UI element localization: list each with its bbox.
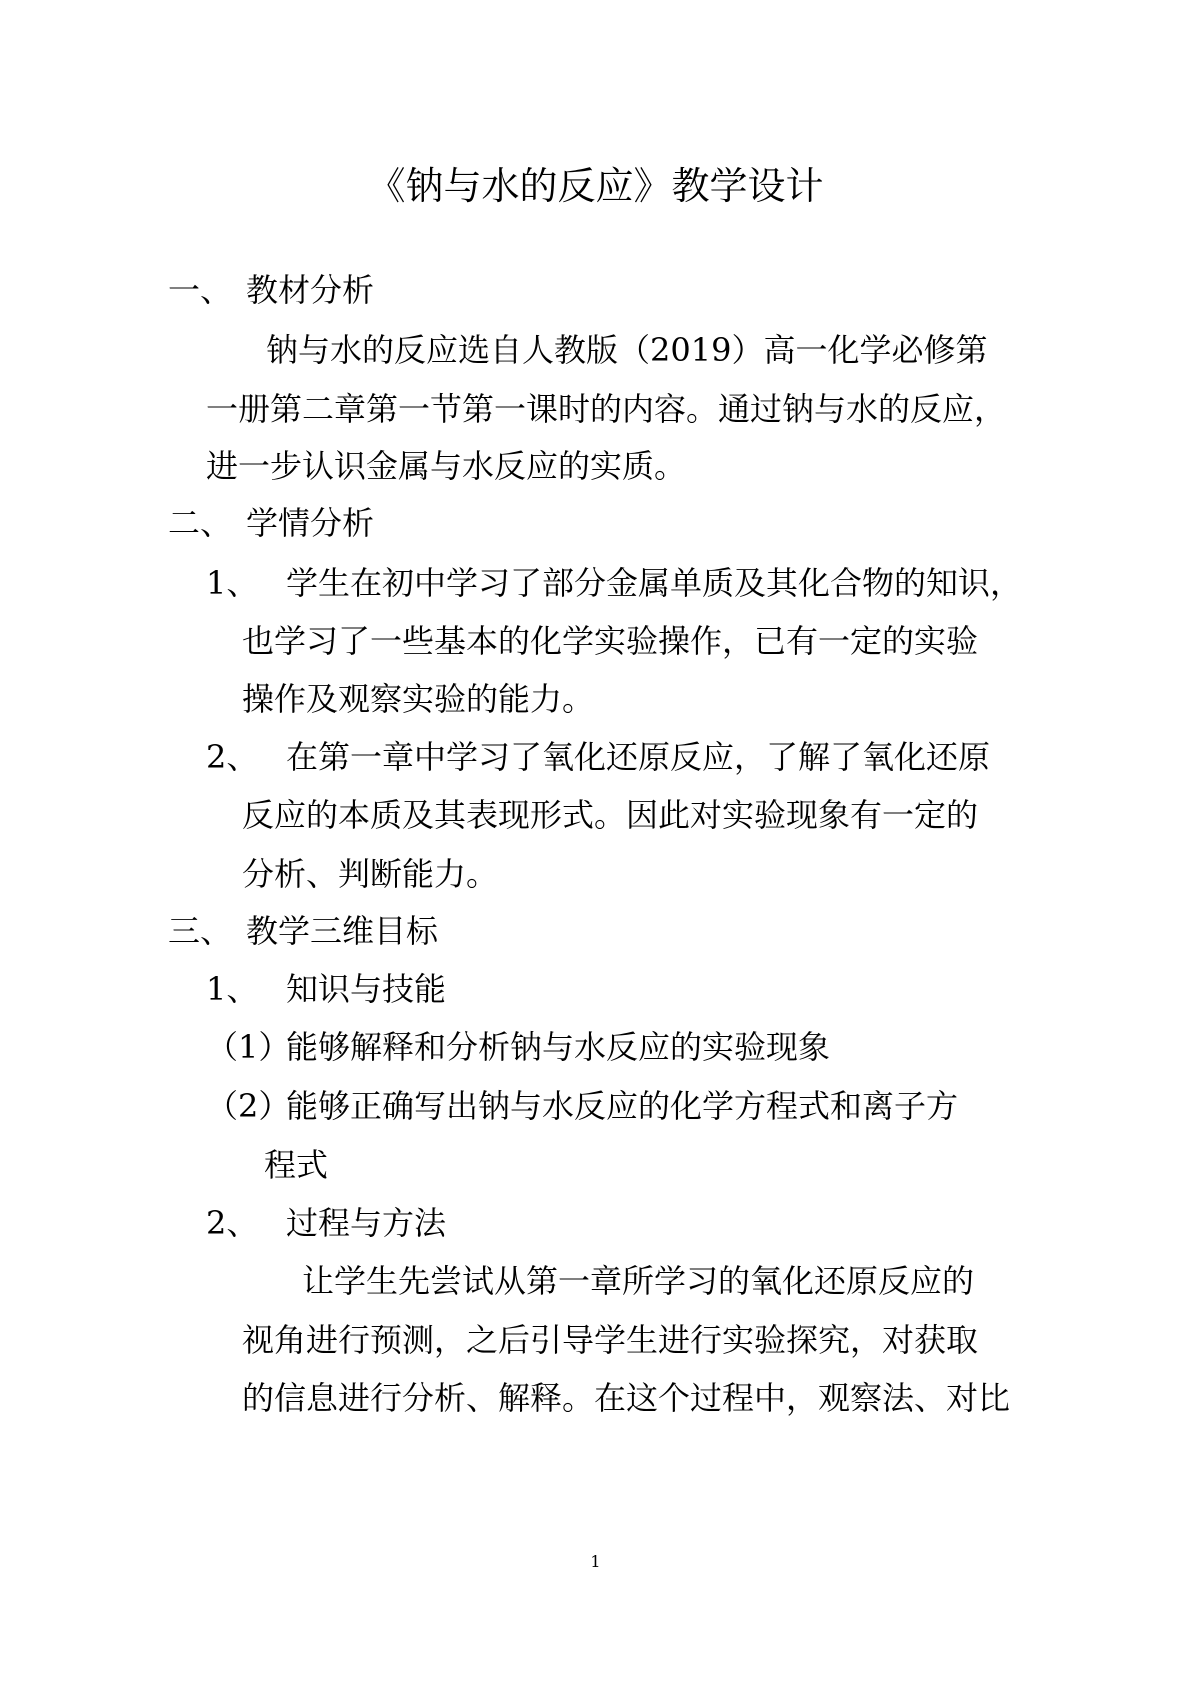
paragraph-line: 让学生先尝试从第一章所学习的氧化还原反应的	[302, 1262, 975, 1300]
list-item-line: 也学习了一些基本的化学实验操作，已有一定的实验	[242, 622, 979, 660]
list-item-line: 操作及观察实验的能力。	[242, 680, 595, 718]
subsection-heading: 过程与方法	[286, 1204, 447, 1242]
document-title: 《钠与水的反应》教学设计	[367, 164, 824, 208]
list-item-marker: （1）	[206, 1028, 291, 1066]
list-item-line: 分析、判断能力。	[242, 855, 499, 893]
list-item-line: 能够解释和分析钠与水反应的实验现象	[286, 1028, 831, 1066]
subsection-marker: 1、	[206, 970, 259, 1008]
section-marker: 一、	[168, 271, 233, 309]
subsection-heading: 知识与技能	[286, 970, 447, 1008]
paragraph-line: 一册第二章第一节第一课时的内容。通过钠与水的反应，	[206, 390, 1007, 428]
list-item-line: 程式	[264, 1146, 329, 1184]
section-marker: 二、	[168, 504, 233, 542]
list-item-line: 反应的本质及其表现形式。因此对实验现象有一定的	[242, 796, 979, 834]
paragraph-line: 视角进行预测，之后引导学生进行实验探究，对获取	[242, 1321, 979, 1359]
paragraph-line: 钠与水的反应选自人教版（2019）高一化学必修第	[266, 331, 988, 369]
list-item-marker: 2、	[206, 738, 259, 776]
section-heading: 学情分析	[246, 504, 375, 542]
section-marker: 三、	[168, 912, 233, 950]
section-heading: 教材分析	[246, 271, 375, 309]
section-heading: 教学三维目标	[246, 912, 439, 950]
page-number: 1	[590, 1552, 601, 1571]
subsection-marker: 2、	[206, 1204, 259, 1242]
list-item-line: 能够正确写出钠与水反应的化学方程式和离子方	[286, 1087, 959, 1125]
list-item-marker: 1、	[206, 564, 259, 602]
list-item-line: 在第一章中学习了氧化还原反应，了解了氧化还原	[286, 738, 991, 776]
list-item-line: 学生在初中学习了部分金属单质及其化合物的知识，	[286, 564, 1023, 602]
paragraph-line: 进一步认识金属与水反应的实质。	[206, 447, 687, 485]
paragraph-line: 的信息进行分析、解释。在这个过程中，观察法、对比	[242, 1379, 1011, 1417]
list-item-marker: （2）	[206, 1087, 291, 1125]
